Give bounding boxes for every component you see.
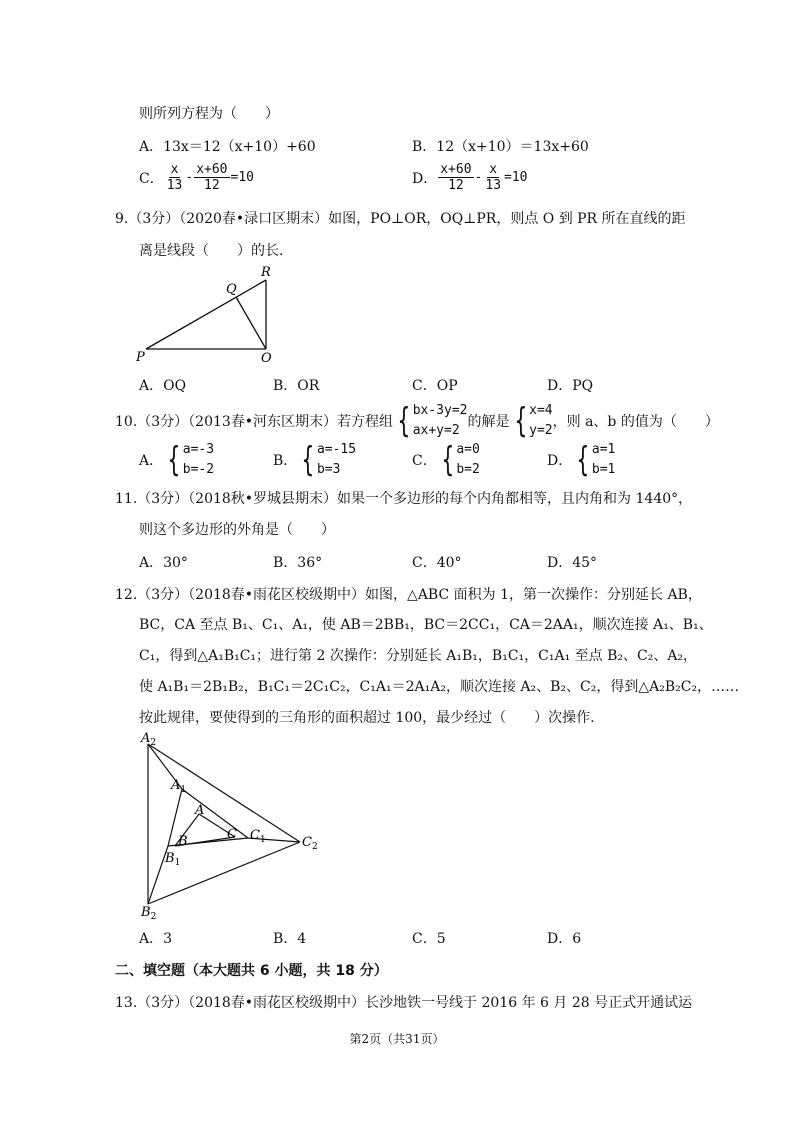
q12-label-a1: $A_1$ [171,778,187,795]
q12-line-1: 12.（3分）（2018春•雨花区校级期中）如图，△ABC 面积为 1，第一次操作：分别延长 AB， [115,587,702,603]
q8-d-rhs: =10 [504,170,528,185]
q8-d-label: D． [412,170,438,187]
q11-option-d: D．45° [547,555,598,571]
q8-d-fraction-1: $\frac{x+60}{12}$ [440,162,472,193]
q9-segment-pr [146,280,266,349]
q10-option-b [273,440,356,480]
q12-line-3: C₁，得到△A₁B₁C₁；进行第 2 次操作：分别延长 A₁B₁，B₁C₁，C₁A₁ 至点 B₂、C₂、A₂， [139,648,698,664]
q9-option-d: D．PQ [547,378,594,394]
left-brace-icon: { [513,401,527,441]
q10-solution [510,401,553,441]
q9-label-o: O [261,351,272,366]
left-brace-icon: { [301,440,315,480]
q8-option-d [412,162,528,193]
q11-option-c: C．40° [412,555,462,571]
q10-d-label: D． [547,453,573,469]
q12-label-a: A [195,803,205,818]
q10-c-2: b=2 [456,462,480,477]
q11-option-a: A．30° [139,555,188,571]
q12-label-c2: $C_2$ [302,835,318,852]
q10-option-c [412,440,480,480]
q8-d-fraction-2: $\frac{x}{13}$ [485,162,502,193]
q9-label-r: R [261,265,271,280]
q10-prefix: 10.（3分）（2013春•河东区期末）若方程组 [115,414,394,430]
q10-option-a [139,440,214,480]
q12-label-b1: $B_1$ [165,851,181,868]
q12-figure [135,728,325,920]
q10-system [393,401,467,441]
q12-line-5: 按此规律，要使得到的三角形的面积超过 100，最少经过（ ）次操作. [139,710,595,726]
q9-label-q: Q [226,282,237,297]
q10-option-d [547,440,615,480]
q10-c-1: a=0 [456,442,480,457]
q11-line-2: 则这个多边形的外角是（ ） [139,522,335,538]
q9-line-1: 9.（3分）（2020春•渌口区期末）如图，PO⊥OR，OQ⊥PR，则点 O 到 PR 所在直线的距 [115,211,686,227]
q8-d-op: - [474,170,483,185]
q10-d-2: b=1 [591,462,616,477]
q10-d-1: a=1 [591,442,616,457]
q10-mid: 的解是 [467,414,510,430]
q10-c-label: C． [412,453,437,469]
q11-option-b: B．36° [273,555,323,571]
q9-figure [130,262,290,367]
q12-option-a: A．3 [139,931,173,947]
q10-b-label: B． [273,453,298,469]
left-brace-icon: { [576,440,590,480]
q10-a-2: b=-2 [182,462,215,477]
q8-c-op: - [185,170,194,185]
q12-line-4: 使 A₁B₁＝2B₁B₂，B₁C₁＝2C₁C₂，C₁A₁＝2A₁A₂，顺次连接 A₂、B₂、C₂，得到△A₂B₂C₂，…… [139,679,740,695]
q9-segment-oq [236,297,266,349]
q10-stem [115,400,719,442]
q8-c-fraction-1: $\frac{x}{13}$ [166,162,183,193]
q12-label-a2: $A_2$ [141,731,157,748]
q10-eq-1: bx-3y=2 [412,403,468,418]
q12-option-d: D．6 [547,931,582,947]
q8-stem-tail: 则所列方程为（ ） [139,106,279,122]
q10-suffix: ，则 a、b 的值为（ ） [552,414,719,430]
q13-line-1: 13.（3分）（2018春•雨花区校级期中）长沙地铁一号线于 2016 年 6 月 28 号正式开通试运 [115,995,693,1011]
q10-a-label: A． [139,453,164,469]
q8-c-rhs: =10 [230,170,254,185]
left-brace-icon: { [397,401,411,441]
q8-option-c [139,162,254,193]
q10-sol-2: y=2 [529,423,553,438]
q9-option-a: A．OQ [139,378,187,394]
q9-line-2: 离是线段（ ）的长. [139,243,284,259]
left-brace-icon: { [167,440,181,480]
q12-option-b: B．4 [273,931,307,947]
q12-segment-c2a2 [148,744,300,842]
q12-segment-c1a1 [182,789,248,838]
q8-c-label: C． [139,170,164,187]
q12-line-2: BC，CA 至点 B₁、C₁、A₁，使 AB＝2BB₁，BC＝2CC₁，CA＝2AA₁，顺次连接 A₁、B₁、 [139,617,713,633]
q10-sol-1: x=4 [529,403,553,418]
q12-label-c1: $C_1$ [250,828,266,845]
q10-b-2: b=3 [316,462,341,477]
q10-a-1: a=-3 [182,442,215,457]
left-brace-icon: { [441,440,455,480]
q10-b-1: a=-15 [316,442,357,457]
q8-option-b: B．12（x+10）＝13x+60 [412,139,589,155]
q11-line-1: 11.（3分）（2018秋•罗城县期末）如果一个多边形的每个内角都相等，且内角和为 1440°， [115,491,693,507]
section-heading-fill-in: 二、填空题（本大题共 6 小题，共 18 分） [115,963,388,979]
q12-option-c: C．5 [412,931,446,947]
q12-label-b2: $B_2$ [141,905,157,920]
q10-eq-2: ax+y=2 [412,423,460,438]
q8-c-fraction-2: $\frac{x+60}{12}$ [196,162,228,193]
q12-label-c: C [227,827,237,842]
q12-label-b: B [178,834,188,849]
q8-option-a: A．13x＝12（x+10）+60 [139,139,316,155]
q9-label-p: P [136,350,145,365]
q9-option-c: C．OP [412,378,458,394]
q9-option-b: B．OR [273,378,320,394]
page-footer: 第2页（共31页） [349,1032,445,1046]
